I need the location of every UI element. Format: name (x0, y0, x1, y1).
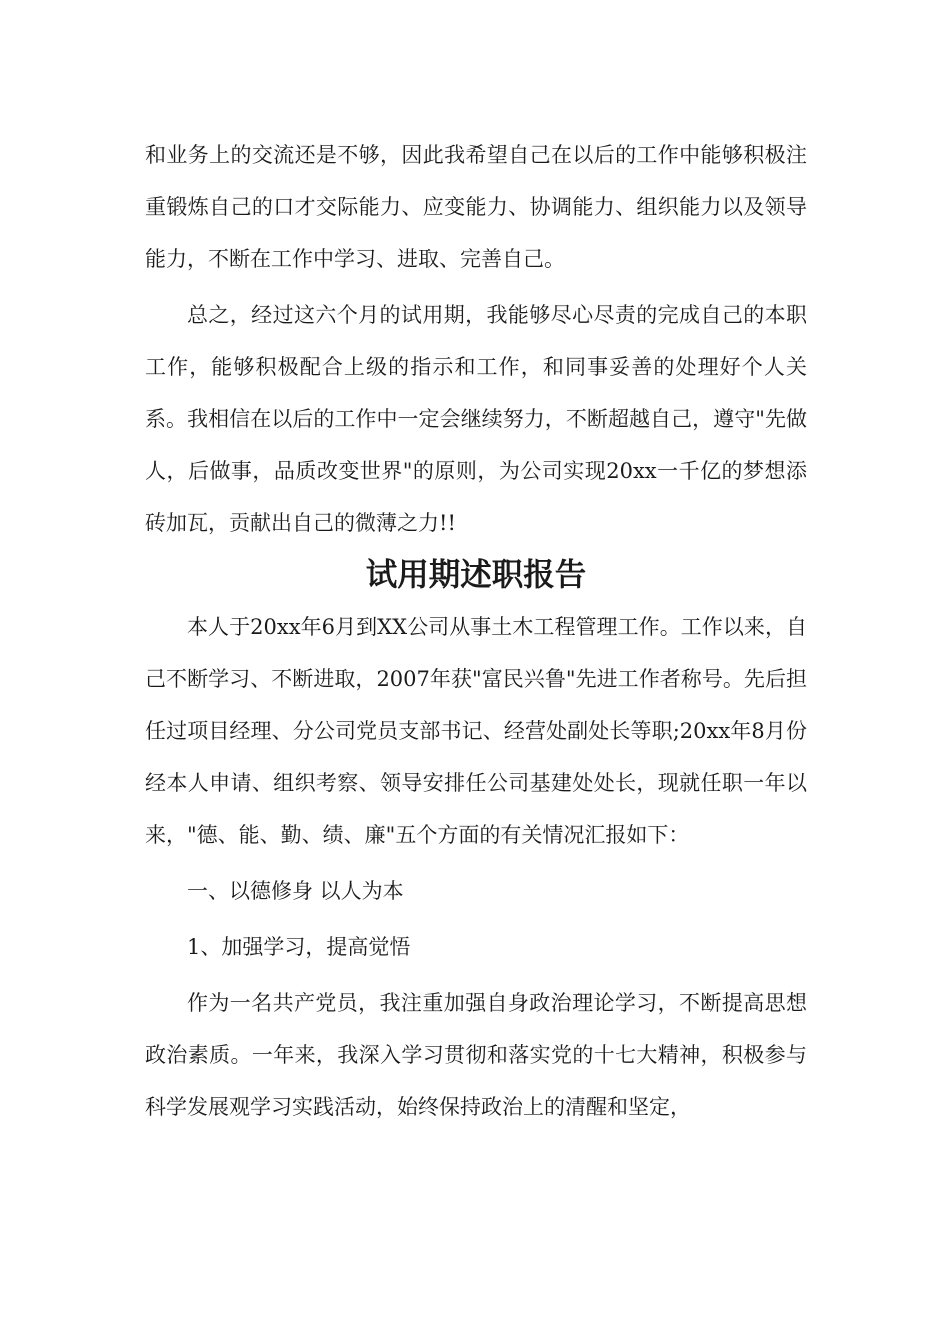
section-heading-1: 一、以德修身 以人为本 (187, 879, 404, 903)
section-title: 试用期述职报告 (365, 556, 587, 593)
document-page (145, 129, 807, 1133)
continued-paragraph: 和业务上的交流还是不够，因此我希望自己在以后的工作中能够积极注重锻炼自己的口才交际能力、应变能力、协调能力、组织能力以及领导能力，不断在工作中学习、进取、完善自己。 (145, 143, 807, 271)
subsection-heading-1: 1、加强学习，提高觉悟 (187, 935, 411, 959)
intro-paragraph: 本人于20xx年6月到XX公司从事土木工程管理工作。工作以来，自己不断学习、不断进取，2007年获"富民兴鲁"先进工作者称号。先后担任过项目经理、分公司党员支部书记、经营处副处长等职;20xx年8月份经本人申请、组织考察、领导安排任公司基建处处长，现就任职一年以来，"德、能、勤、绩、廉"五个方面的有关情况汇报如下： (145, 615, 807, 847)
body-paragraph: 作为一名共产党员，我注重加强自身政治理论学习，不断提高思想政治素质。一年来，我深入学习贯彻和落实党的十七大精神，积极参与科学发展观学习实践活动，始终保持政治上的清醒和坚定， (145, 991, 807, 1119)
summary-paragraph: 总之，经过这六个月的试用期，我能够尽心尽责的完成自己的本职工作，能够积极配合上级的指示和工作，和同事妥善的处理好个人关系。我相信在以后的工作中一定会继续努力，不断超越自己，遵守"先做人，后做事，品质改变世界"的原则，为公司实现20xx一千亿的梦想添砖加瓦，贡献出自己的微薄之力!! (145, 303, 807, 535)
